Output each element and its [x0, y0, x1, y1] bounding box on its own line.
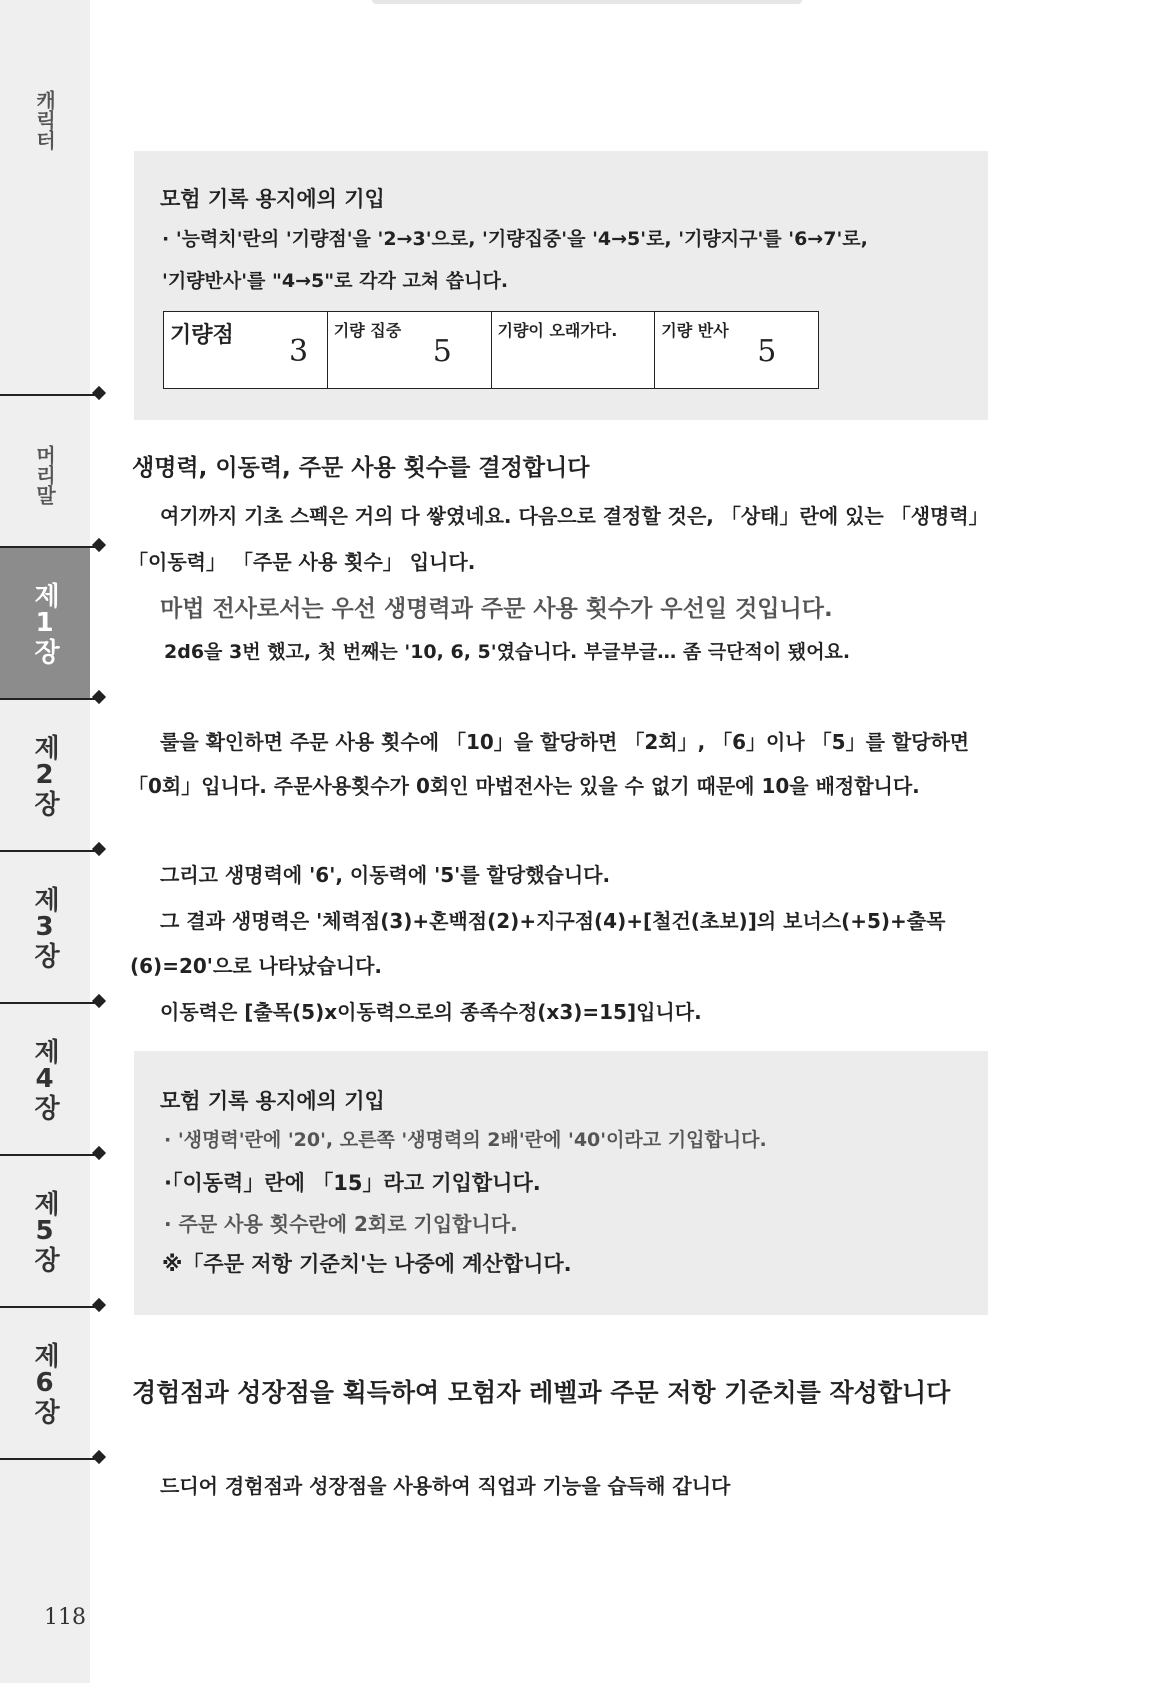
tab-chapter-1[interactable]	[0, 548, 90, 698]
paragraph-line: 「0회」입니다. 주문사용횟수가 0회인 마법전사는 있을 수 없기 때문에 10을 배정합니다.	[128, 774, 920, 798]
paragraph-line: 이동력은 [출목(5)x이동력으로의 종족수정(x3)=15]입니다.	[160, 1000, 702, 1024]
stat-label: 기량이 오래가다.	[497, 321, 618, 340]
stat-cell	[655, 312, 819, 389]
box-title: 모험 기록 용지에의 기입	[160, 187, 385, 211]
tab-label: 제4장	[29, 1038, 60, 1120]
paragraph-line: 그 결과 생명력은 '체력점(3)+혼백점(2)+지구점(4)+[철건(초보)]의 보너스(+5)+출목	[160, 909, 946, 933]
tab-label: 제2장	[29, 734, 60, 816]
stat-table	[163, 311, 819, 389]
tab-label: 머리말	[32, 445, 57, 505]
stat-cell	[164, 312, 328, 389]
tab-character[interactable]	[0, 60, 90, 180]
box-line: · '능력치'란의 '기량점'을 '2→3'으로, '기량집중'을 '4→5'로, '기량지구'를 '6→7'로,	[162, 228, 868, 250]
stat-label: 기량점	[170, 323, 234, 348]
paragraph-line: 룰을 확인하면 주문 사용 횟수에 「10」을 할당하면 「2회」, 「6」이나 「5」를 할당하면	[160, 730, 970, 754]
tab-preface[interactable]	[0, 410, 90, 540]
section-heading: 경험점과 성장점을 획득하여 모험자 레벨과 주문 저항 기준치를 작성합니다	[132, 1378, 951, 1407]
stat-value: 5	[757, 334, 777, 369]
tab-label: 제3장	[29, 886, 60, 968]
tab-divider	[0, 394, 100, 396]
stat-label: 기량 반사	[661, 321, 729, 340]
tab-chapter-4[interactable]	[0, 1004, 90, 1154]
tab-chapter-6[interactable]	[0, 1308, 90, 1458]
box-line: · 주문 사용 횟수란에 2회로 기입합니다.	[164, 1212, 518, 1236]
stat-cell	[491, 312, 655, 389]
box-line: ·「이동력」란에 「15」라고 기입합니다.	[164, 1171, 541, 1195]
box-line: · '생명력'란에 '20', 오른쪽 '생명력의 2배'란에 '40'이라고 기입합니다.	[164, 1129, 767, 1151]
tab-label: 캐릭터	[32, 90, 57, 150]
top-edge-mark	[372, 0, 802, 4]
stat-label: 기량 집중	[333, 321, 402, 340]
paragraph-line: 2d6을 3번 했고, 첫 번째는 '10, 6, 5'였습니다. 부글부글… 좀 극단적이 됐어요.	[164, 641, 851, 663]
tab-label: 제1장	[29, 582, 60, 664]
stat-value: 5	[432, 334, 452, 369]
paragraph-line: 마법 전사로서는 우선 생명력과 주문 사용 횟수가 우선일 것입니다.	[160, 596, 833, 622]
tab-chapter-5[interactable]	[0, 1156, 90, 1306]
section-heading: 생명력, 이동력, 주문 사용 횟수를 결정합니다	[132, 455, 590, 481]
tab-chapter-2[interactable]	[0, 700, 90, 850]
box-line: '기량반사'를 "4→5"로 각각 고쳐 씁니다.	[162, 270, 509, 292]
chapter-sidebar	[0, 0, 90, 1683]
box-line: ※「주문 저항 기준치'는 나중에 계산합니다.	[162, 1252, 572, 1276]
paragraph-line: 여기까지 기초 스펙은 거의 다 쌓였네요. 다음으로 결정할 것은, 「상태」란에 있는 「생명력」	[160, 504, 989, 528]
stat-value: 3	[289, 334, 309, 369]
tab-label: 제6장	[29, 1342, 60, 1424]
box-title: 모험 기록 용지에의 기입	[160, 1089, 385, 1113]
paragraph-line: 그리고 생명력에 '6', 이동력에 '5'를 할당했습니다.	[160, 863, 611, 887]
stat-cell	[327, 312, 491, 389]
tab-divider	[0, 1458, 100, 1460]
page-number: 118	[44, 1605, 86, 1630]
tab-chapter-3[interactable]	[0, 852, 90, 1002]
paragraph-line: 「이동력」 「주문 사용 횟수」 입니다.	[128, 550, 476, 574]
paragraph-line: (6)=20'으로 나타났습니다.	[130, 954, 383, 978]
paragraph-line: 드디어 경험점과 성장점을 사용하여 직업과 기능을 습득해 갑니다	[160, 1474, 731, 1498]
tab-label: 제5장	[29, 1190, 60, 1272]
